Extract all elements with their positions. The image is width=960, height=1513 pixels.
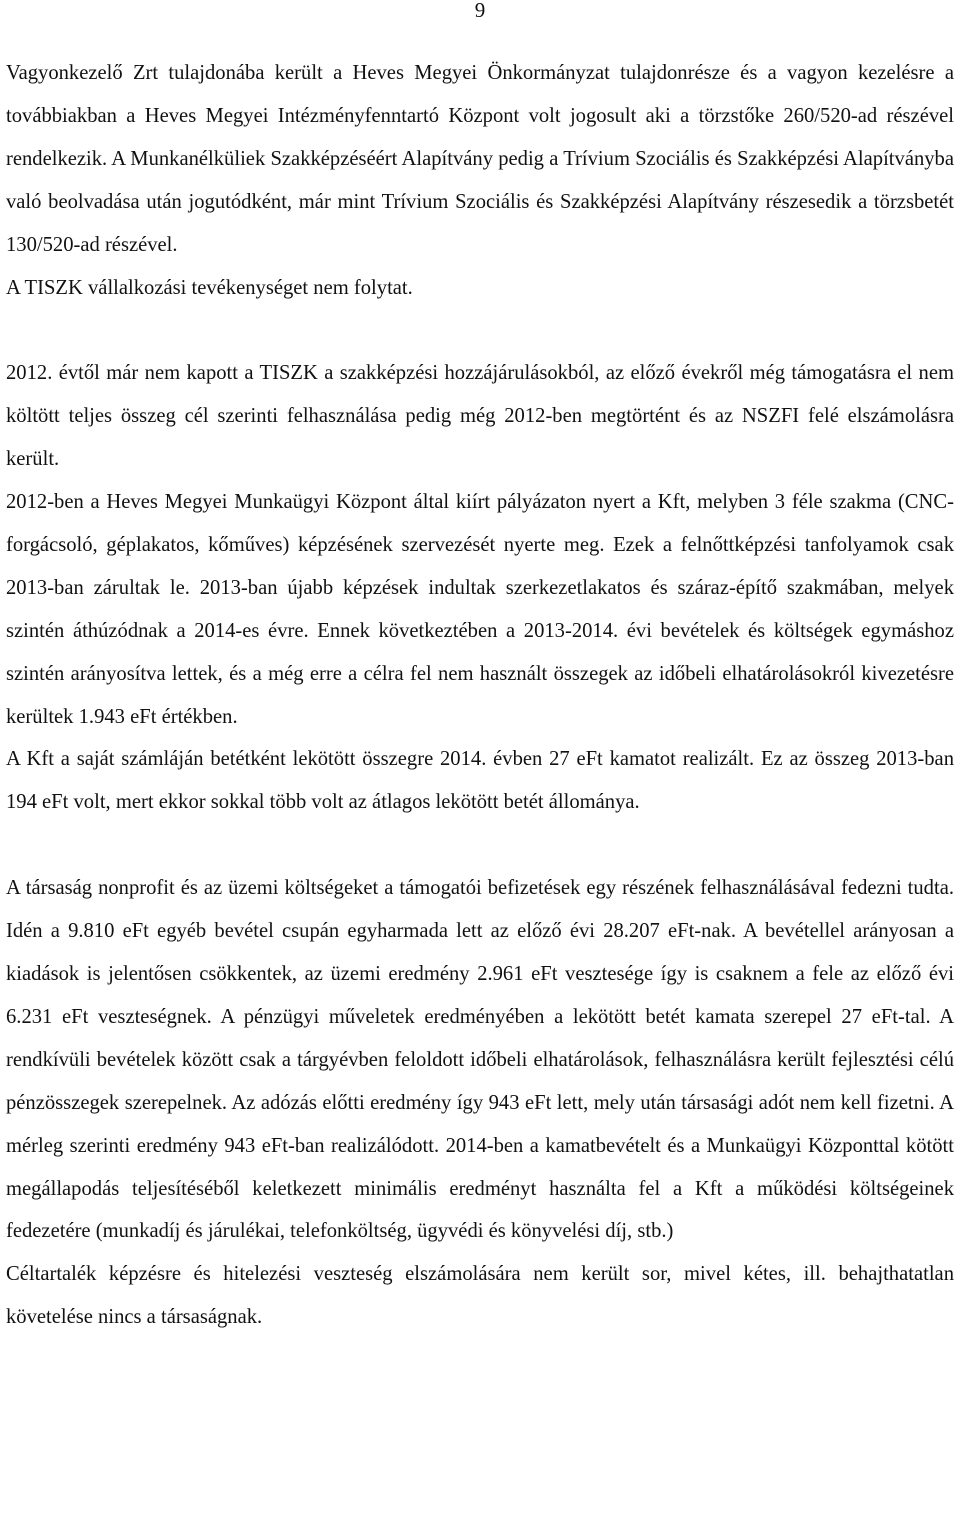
paragraph-spacer bbox=[6, 309, 954, 352]
paragraph-ownership: Vagyonkezelő Zrt tulajdonába került a Heves Megyei Önkormányzat tulajdonrésze és a vagyon kezelésre a továbbiakban a Heves Megyei Intézményfenntartó Központ volt jogosult aki a törzstőke 260/520-ad részével rendelkezik. A Munkanélküliek Szakképzéséért Alapítvány pedig a Trívium Szociális és Szakképzési Alapítványba való beolvadása után jogutódként, már mint Trívium Szociális és Szakképzési Alapítvány részesedik a törzsbetét 130/520-ad részével. bbox=[6, 62, 954, 256]
paragraph-interest-income: A Kft a saját számláján betétként lekötött összegre 2014. évben 27 eFt kamatot realizált. Ez az összeg 2013-ban 194 eFt volt, mert ekkor sokkal több volt az átlagos lekötött betét állománya. bbox=[6, 748, 954, 814]
document-body bbox=[6, 52, 954, 1339]
paragraph-no-business-activity: A TISZK vállalkozási tevékenységet nem folytat. bbox=[6, 276, 413, 299]
paragraph-financial-results: A társaság nonprofit és az üzemi költségeket a támogatói befizetések egy részének felhasználásával fedezni tudta. Idén a 9.810 eFt egyéb bevétel csupán egyharmada lett az előző évi 28.207 eFt-nak. A bevétellel arányosan a kiadások is jelentősen csökkentek, az üzemi eredmény 2.961 eFt vesztesége így is csaknem a fele az előző évi 6.231 eFt veszteségnek. A pénzügyi műveletek eredményében a lekötött betét kamata szerepel 27 eFt-tal. A rendkívüli bevételek között csak a tárgyévben feloldott időbeli elhatárolások, felhasználásra került fejlesztési célú pénzösszegek szerepelnek. Az adózás előtti eredmény így 943 eFt lett, mely után társasági adót nem kell fizetni. A mérleg szerinti eredmény 943 eFt-ban realizálódott. 2014-ben a kamatbevételt és a Munkaügyi Központtal kötött megállapodás teljesítéséből keletkezett minimális eredményt használta fel a Kft a működési költségeinek fedezetére (munkadíj és járulékai, telefonköltség, ügyvédi és könyvelési díj, stb.) bbox=[6, 877, 954, 1243]
page-number: 9 bbox=[474, 0, 486, 22]
paragraph-spacer bbox=[6, 824, 954, 867]
paragraph-training-programs: 2012-ben a Heves Megyei Munkaügyi Központ által kiírt pályázaton nyert a Kft, melyben 3 féle szakma (CNC-forgácsoló, géplakatos, kőműves) képzésének szervezését nyerte meg. Ezek a felnőttképzési tanfolyamok csak 2013-ban zárultak le. 2013-ban újabb képzések indultak szerkezetlakatos és száraz-építő szakmában, melyek szintén áthúzódnak a 2014-es évre. Ennek következtében a 2013-2014. évi bevételek és költségek egymáshoz szintén arányosítva lettek, és a még erre a célra fel nem használt összegek az időbeli elhatárolásokról kivezetésre kerültek 1.943 eFt értékben. bbox=[6, 491, 954, 728]
paragraph-2012-funding: 2012. évtől már nem kapott a TISZK a szakképzési hozzájárulásokból, az előző évekről még támogatásra el nem költött teljes összeg cél szerinti felhasználása pedig még 2012-ben megtörtént és az NSZFI felé elszámolásra került. bbox=[6, 362, 954, 471]
paragraph-provisions: Céltartalék képzésre és hitelezési veszteség elszámolására nem került sor, mivel kétes, ill. behajthatatlan követelése nincs a társaságnak. bbox=[6, 1263, 954, 1329]
